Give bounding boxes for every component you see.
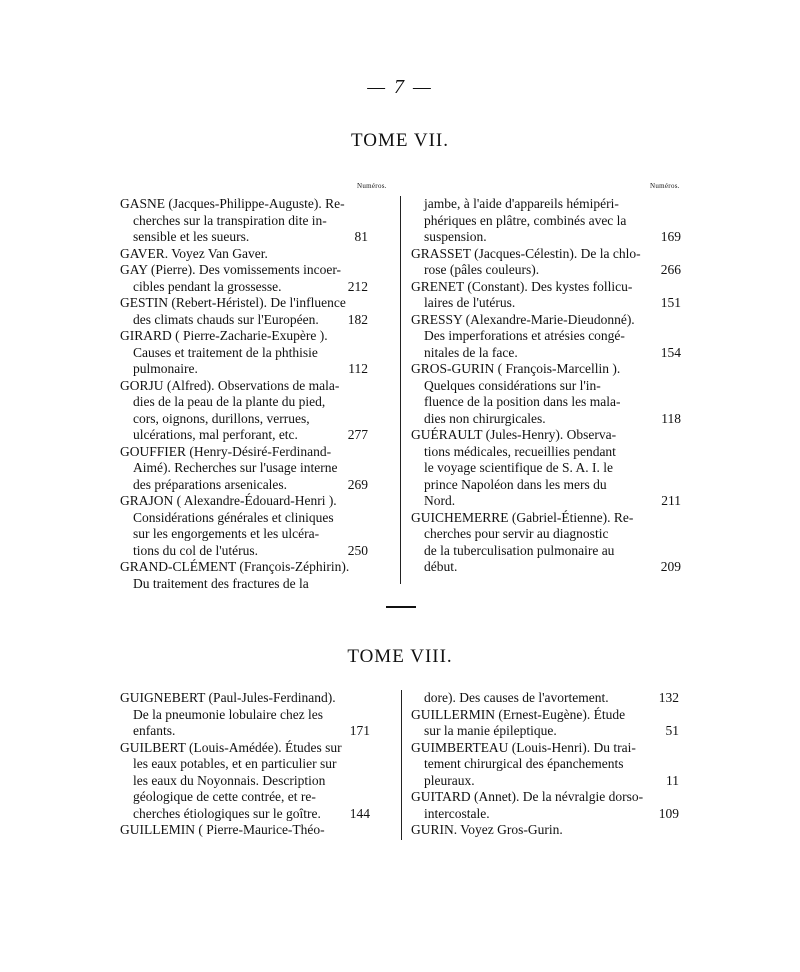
entry-text: géologique de cette contrée, et re- [133, 789, 316, 804]
index-line [120, 510, 368, 527]
entry-text: cibles pendant la grossesse. [133, 278, 282, 294]
index-line [120, 295, 368, 312]
index-line [411, 246, 681, 263]
entry-number: 51 [665, 723, 679, 738]
index-line [120, 361, 368, 378]
entry-text: GRAJON ( Alexandre-Édouard-Henri ). [120, 493, 337, 508]
index-line [411, 756, 679, 773]
entry-number: 11 [666, 772, 679, 788]
entry-text: le voyage scientifique de S. A. I. le [424, 460, 613, 475]
index-line [411, 690, 679, 707]
index-line [120, 427, 368, 444]
entry-text: dies non chirurgicales. [424, 410, 546, 426]
entry-text: sur les engorgements et les ulcéra- [133, 526, 320, 541]
index-line [411, 378, 681, 395]
index-line [120, 411, 368, 428]
index-line [411, 262, 681, 279]
entry-text: tions médicales, recueillies pendant [424, 443, 616, 459]
index-line [120, 822, 370, 839]
index-line [120, 328, 368, 345]
index-line [120, 806, 370, 823]
entry-text: GRASSET (Jacques-Célestin). De la chlo- [411, 245, 641, 261]
entry-number: 171 [349, 723, 370, 738]
entry-number: 112 [348, 361, 368, 376]
entry-text: cherches pour servir au diagnostic [424, 526, 609, 541]
index-line [411, 312, 681, 329]
index-line [411, 427, 681, 444]
index-line [120, 756, 370, 773]
index-line [411, 411, 681, 428]
entry-number: 266 [660, 262, 681, 277]
index-line [411, 707, 679, 724]
index-line [120, 394, 368, 411]
index-line [120, 279, 368, 296]
entry-text: GAY (Pierre). Des vomissements incoer- [120, 262, 342, 277]
entry-text: rose (pâles couleurs). [424, 262, 540, 277]
index-line [120, 477, 368, 494]
entry-text: de la tuberculisation pulmonaire au [424, 542, 615, 558]
entry-text: les eaux du Noyonnais. Description [133, 772, 326, 788]
entry-text: GRENET (Constant). Des kystes follicu- [411, 278, 633, 294]
entry-text: GUIGNEBERT (Paul-Jules-Ferdinand). [120, 690, 336, 705]
entry-number: 209 [660, 559, 681, 574]
entry-number: 144 [349, 805, 370, 821]
index-line [411, 740, 679, 757]
entry-text: Des imperforations et atrésies congé- [424, 328, 625, 343]
index-line [411, 196, 681, 213]
entry-text: Considérations générales et cliniques [133, 509, 334, 525]
index-line [411, 444, 681, 461]
entry-text: sensible et les sueurs. [133, 229, 250, 244]
entry-number: 212 [347, 278, 368, 294]
entry-number: 151 [660, 295, 681, 310]
index-line [411, 394, 681, 411]
numeros-label-left: Numéros. [357, 182, 387, 190]
entry-text: GUILBERT (Louis-Amédée). Études sur [120, 739, 342, 755]
entry-number: 269 [347, 476, 368, 492]
entry-text: Quelques considérations sur l'in- [424, 377, 601, 393]
entry-text: GAVER. Voyez Van Gaver. [120, 245, 268, 261]
index-line [411, 723, 679, 740]
entry-number: 118 [661, 410, 681, 426]
index-line [411, 559, 681, 576]
entry-text: cors, oignons, durillons, verrues, [133, 410, 310, 426]
tome-vii-heading: TOME VII. [350, 130, 450, 151]
index-line [120, 740, 370, 757]
index-line [411, 806, 679, 823]
entry-number: 154 [660, 344, 681, 360]
index-line [120, 576, 368, 593]
tome-vii-left-column [120, 196, 368, 592]
entry-text: les eaux potables, et en particulier sur [133, 756, 337, 771]
index-line [120, 789, 370, 806]
entry-number: 250 [347, 542, 368, 558]
index-line [120, 543, 368, 560]
index-line [120, 444, 368, 461]
entry-text: dore). Des causes de l'avortement. [424, 690, 609, 705]
entry-text: fluence de la position dans les mala- [424, 394, 621, 409]
index-line [120, 246, 368, 263]
entry-text: nitales de la face. [424, 344, 518, 360]
entry-number: 182 [347, 311, 368, 327]
entry-text: Aimé). Recherches sur l'usage interne [133, 460, 338, 475]
entry-text: De la pneumonie lobulaire chez les [133, 706, 324, 722]
entry-text: Nord. [424, 493, 456, 508]
index-line [411, 510, 681, 527]
numeros-label-right: Numéros. [650, 182, 680, 190]
index-line [120, 773, 370, 790]
entry-text: GASNE (Jacques-Philippe-Auguste). Re- [120, 196, 345, 211]
index-line [411, 477, 681, 494]
index-line [120, 262, 368, 279]
entry-text: intercostale. [424, 805, 490, 821]
index-line [411, 460, 681, 477]
entry-text: tions du col de l'utérus. [133, 542, 259, 558]
index-line [120, 690, 370, 707]
entry-text: cherches étiologiques sur le goître. [133, 805, 321, 821]
page-number: — 7 — [367, 76, 433, 98]
entry-text: tement chirurgical des épanchements [424, 756, 624, 771]
index-line [411, 773, 679, 790]
entry-text: suspension. [424, 229, 487, 244]
entry-number: 81 [354, 229, 368, 244]
index-line [120, 559, 368, 576]
entry-text: dies de la peau de la plante du pied, [133, 394, 326, 409]
entry-text: GIRARD ( Pierre-Zacharie-Exupère ). [120, 328, 328, 343]
index-line [120, 526, 368, 543]
entry-number: 132 [658, 690, 679, 705]
index-line [411, 361, 681, 378]
index-line [120, 213, 368, 230]
entry-number: 211 [661, 493, 681, 508]
tome-vii-right-column [411, 196, 681, 576]
index-line [411, 789, 679, 806]
entry-text: pleuraux. [424, 772, 475, 788]
entry-text: GORJU (Alfred). Observations de mala- [120, 377, 340, 393]
index-line [411, 328, 681, 345]
entry-text: GUILLEMIN ( Pierre-Maurice-Théo- [120, 822, 325, 837]
index-line [411, 295, 681, 312]
index-line [120, 707, 370, 724]
entry-text: prince Napoléon dans les mers du [424, 476, 607, 492]
index-line [120, 196, 368, 213]
index-line [120, 229, 368, 246]
index-line [411, 493, 681, 510]
entry-text: des préparations arsenicales. [133, 476, 288, 492]
entry-text: pulmonaire. [133, 361, 198, 376]
index-line [120, 723, 370, 740]
entry-number: 277 [347, 427, 368, 442]
tome-viii-right-column [411, 690, 679, 839]
index-line [120, 378, 368, 395]
section-separator-rule [386, 606, 416, 608]
entry-text: cherches sur la transpiration dite in- [133, 212, 327, 228]
entry-text: sur la manie épileptique. [424, 723, 557, 738]
entry-text: GUITARD (Annet). De la névralgie dorso- [411, 789, 644, 804]
entry-text: jambe, à l'aide d'appareils hémipéri- [424, 196, 619, 211]
index-line [411, 822, 679, 839]
tome-viii-heading: TOME VIII. [347, 646, 453, 667]
entry-text: enfants. [133, 723, 176, 738]
entry-text: laires de l'utérus. [424, 295, 516, 310]
entry-text: GESTIN (Rebert-Héristel). De l'influence [120, 295, 346, 310]
index-line [411, 279, 681, 296]
entry-text: GUIMBERTEAU (Louis-Henri). Du trai- [411, 739, 636, 755]
entry-text: phériques en plâtre, combinés avec la [424, 212, 627, 228]
entry-text: ulcérations, mal perforant, etc. [133, 427, 298, 442]
entry-text: des climats chauds sur l'Européen. [133, 311, 319, 327]
entry-text: GRAND-CLÉMENT (François-Zéphirin). [120, 559, 350, 574]
index-line [120, 345, 368, 362]
index-line [411, 229, 681, 246]
entry-text: GROS-GURIN ( François-Marcellin ). [411, 361, 621, 376]
index-line [411, 213, 681, 230]
entry-text: GUÉRAULT (Jules-Henry). Observa- [411, 427, 617, 442]
entry-text: début. [424, 559, 458, 574]
entry-text: Du traitement des fractures de la [133, 575, 309, 591]
column-divider-tome-vii [400, 196, 401, 584]
index-line [411, 345, 681, 362]
entry-number: 109 [658, 805, 679, 821]
entry-text: Causes et traitement de la phthisie [133, 344, 318, 360]
index-line [411, 526, 681, 543]
column-divider-tome-viii [401, 690, 402, 840]
index-line [120, 493, 368, 510]
entry-text: GUILLERMIN (Ernest-Eugène). Étude [411, 706, 626, 722]
tome-viii-left-column [120, 690, 370, 839]
entry-text: GRESSY (Alexandre-Marie-Dieudonné). [411, 311, 635, 327]
index-line [120, 312, 368, 329]
entry-number: 169 [660, 229, 681, 244]
index-line [120, 460, 368, 477]
index-line [411, 543, 681, 560]
entry-text: GURIN. Voyez Gros-Gurin. [411, 822, 563, 837]
entry-text: GUICHEMERRE (Gabriel-Étienne). Re- [411, 509, 634, 525]
entry-text: GOUFFIER (Henry-Désiré-Ferdinand- [120, 443, 332, 459]
